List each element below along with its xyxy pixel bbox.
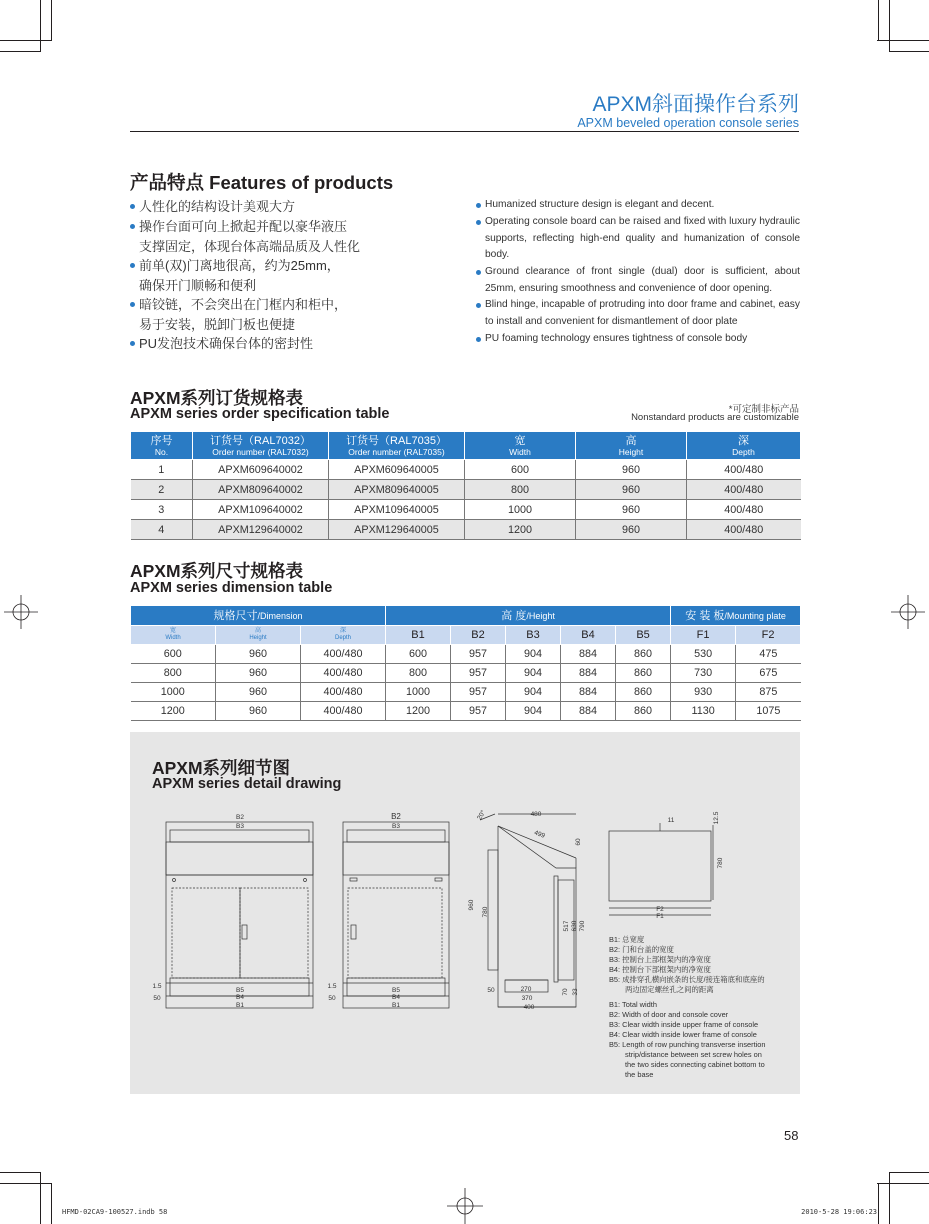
dim-table-title-cn: APXM系列尺寸规格表 [130, 561, 304, 581]
registration-mark [447, 1188, 483, 1224]
table-cell: 960 [216, 683, 301, 702]
table-cell: 3 [131, 500, 193, 520]
label-70: 70 [562, 988, 569, 996]
label-1-5-single: 1.5 [327, 983, 337, 990]
label-b3: B3 [236, 823, 244, 830]
table-cell: 875 [736, 683, 801, 702]
table-cell: 860 [616, 702, 671, 721]
table-cell: APXM109640005 [329, 500, 465, 520]
side-view [480, 814, 576, 1007]
label-12-5: 12.5 [713, 811, 720, 825]
table-cell: 1000 [386, 683, 451, 702]
feature-en-3: Ground clearance of front single (dual) door is sufficient, about 25mm, ensuring smoothness and convenience of door opening. [476, 264, 800, 297]
page-number: 58 [784, 1128, 799, 1143]
label-50-single: 50 [328, 995, 336, 1002]
order-header-depth: 深 Depth [687, 432, 801, 460]
table-cell: 400/480 [301, 683, 386, 702]
label-f2: F2 [656, 906, 664, 913]
header-rule [130, 131, 799, 132]
bullet-icon [476, 220, 481, 225]
registration-mark [4, 595, 38, 629]
table-cell: 957 [451, 683, 506, 702]
table-cell: 800 [465, 480, 576, 500]
table-cell: 600 [131, 645, 216, 664]
table-row [131, 520, 801, 540]
crop-mark [0, 40, 52, 41]
label-270: 270 [520, 986, 532, 993]
table-row [131, 480, 801, 500]
table-cell: 884 [561, 683, 616, 702]
table-cell: 1200 [131, 702, 216, 721]
table-cell: 957 [451, 702, 506, 721]
label-20deg: 20° [476, 809, 488, 822]
feature-en-2: Operating console board can be raised and fixed with luxury hydraulic supports, reflecting high-end quality and humanization of console body. [476, 214, 800, 264]
label-780-plate: 780 [717, 857, 724, 869]
crop-mark [889, 51, 929, 52]
label-b3-single: B3 [392, 823, 400, 830]
crop-mark [0, 1172, 40, 1173]
table-row [131, 702, 801, 721]
label-b2: B2 [236, 814, 244, 821]
table-cell: APXM109640002 [193, 500, 329, 520]
label-370: 370 [521, 995, 533, 1002]
crop-mark [877, 40, 929, 41]
crop-mark [889, 1172, 929, 1173]
feature-cn-2: 操作台面可向上掀起并配以豪华液压 支撑固定，体现台体高端品质及人性化 [139, 217, 360, 256]
table-cell: 1000 [465, 500, 576, 520]
label-517: 517 [563, 920, 570, 932]
table-cell: 1 [131, 460, 193, 480]
detail-title-cn: APXM系列细节图 [152, 758, 291, 778]
label-400: 400 [523, 1004, 535, 1011]
feature-en-4: Blind hinge, incapable of protruding into door frame and cabinet, easy to install and convenient for dismantlement of door plate [476, 297, 800, 330]
dim-col-b1: B1 [386, 626, 451, 645]
table-cell: 860 [616, 645, 671, 664]
table-cell: 730 [671, 664, 736, 683]
order-header-ral7035: 订货号（RAL7035） Order number (RAL7035) [329, 432, 465, 460]
table-cell: 904 [506, 664, 561, 683]
dim-table-title-en: APXM series dimension table [130, 580, 333, 596]
label-b4-single: B4 [392, 994, 400, 1001]
table-cell: 960 [216, 645, 301, 664]
label-790: 790 [579, 920, 586, 932]
table-cell: APXM609640002 [193, 460, 329, 480]
bullet-icon [130, 341, 135, 346]
bullet-icon [476, 270, 481, 275]
table-cell: APXM809640002 [193, 480, 329, 500]
label-50: 50 [153, 995, 161, 1002]
crop-mark [878, 0, 879, 40]
table-cell: 930 [671, 683, 736, 702]
label-b1: B1 [236, 1002, 244, 1009]
table-cell: 400/480 [687, 460, 801, 480]
table-cell: 1000 [131, 683, 216, 702]
label-60: 60 [575, 838, 582, 846]
bullet-icon [130, 302, 135, 307]
label-630: 630 [571, 920, 578, 932]
page-title-en: APXM beveled operation console series [577, 116, 799, 130]
table-cell: 957 [451, 645, 506, 664]
dim-group-height: 高 度/Height [386, 606, 671, 626]
table-cell: 1200 [386, 702, 451, 721]
table-cell: 884 [561, 664, 616, 683]
crop-mark [40, 1172, 41, 1224]
crop-mark [40, 0, 41, 52]
table-cell: 960 [216, 664, 301, 683]
table-cell: 800 [386, 664, 451, 683]
table-cell: 957 [451, 664, 506, 683]
table-cell: 960 [576, 480, 687, 500]
label-b2-single: B2 [391, 812, 401, 821]
crop-mark [889, 1172, 890, 1224]
table-cell: 400/480 [687, 480, 801, 500]
order-header-no: 序号 No. [131, 432, 193, 460]
table-cell: 400/480 [301, 702, 386, 721]
table-cell: 960 [576, 460, 687, 480]
bullet-icon [476, 337, 481, 342]
table-cell: 530 [671, 645, 736, 664]
feature-cn-1: 人性化的结构设计美观大方 [139, 197, 295, 217]
crop-mark [51, 0, 52, 40]
table-cell: APXM129640002 [193, 520, 329, 540]
table-cell: 675 [736, 664, 801, 683]
table-cell: 960 [576, 520, 687, 540]
dim-col-b5: B5 [616, 626, 671, 645]
dim-sub-width: 宽 Width [131, 626, 216, 645]
dim-group-mounting-plate: 安 装 板/Mounting plate [671, 606, 801, 626]
label-11: 11 [667, 817, 675, 824]
registration-mark [891, 595, 925, 629]
feature-en-5: PU foaming technology ensures tightness of console body [476, 331, 800, 348]
order-header-width: 宽 Width [465, 432, 576, 460]
dim-col-b2: B2 [451, 626, 506, 645]
front-view-double-door [166, 822, 313, 1008]
table-cell: 400/480 [301, 645, 386, 664]
table-cell: 960 [576, 500, 687, 520]
crop-mark [0, 51, 40, 52]
table-cell: 904 [506, 645, 561, 664]
bullet-icon [130, 224, 135, 229]
dim-col-b4: B4 [561, 626, 616, 645]
front-view-single-door [343, 822, 449, 1008]
label-50-side: 50 [487, 987, 495, 994]
bullet-icon [476, 203, 481, 208]
table-cell: 400/480 [687, 500, 801, 520]
table-cell: 400/480 [301, 664, 386, 683]
legend-en: B1: Total width B2: Width of door and console cover B3: Clear width inside upper frame of console B4: Clear width inside lower frame of console B5: Length of row punching transverse insertion strip/distance between set screw holes on the two sides connecting cabinet bottom to the base [609, 1000, 766, 1079]
table-cell: 884 [561, 702, 616, 721]
dim-col-b3: B3 [506, 626, 561, 645]
table-cell: APXM609640005 [329, 460, 465, 480]
table-cell: 800 [131, 664, 216, 683]
feature-cn-5: PU发泡技术确保台体的密封性 [139, 334, 313, 354]
crop-mark [51, 1183, 52, 1224]
table-cell: 904 [506, 683, 561, 702]
custom-note-en: Nonstandard products are customizable [631, 412, 799, 423]
legend-cn: B1: 总宽度 B2: 门和台盖的宽度 B3: 控制台上部框架内的净宽度 B4: 控制台下部框架内的净宽度 B5: 成排穿孔横向嵌条的长度/接连箱底和底座的 两边固定螺丝孔之间的距离 [609, 935, 765, 994]
dim-col-f1: F1 [671, 626, 736, 645]
table-cell: 2 [131, 480, 193, 500]
crop-mark [889, 0, 890, 52]
label-b5: B5 [236, 987, 244, 994]
dimension-table [130, 605, 801, 721]
dim-group-dimension: 规格尺寸/Dimension [131, 606, 386, 626]
label-480: 480 [530, 811, 542, 818]
table-row [131, 683, 801, 702]
table-cell: 860 [616, 683, 671, 702]
label-33: 33 [572, 988, 579, 996]
bullet-icon [130, 204, 135, 209]
label-960: 960 [468, 899, 475, 911]
custom-note-cn: *可定制非标产品 [728, 404, 799, 415]
label-b1-single: B1 [392, 1002, 400, 1009]
table-cell: 884 [561, 645, 616, 664]
label-1-5: 1.5 [152, 983, 162, 990]
table-cell: 904 [506, 702, 561, 721]
dim-col-f2: F2 [736, 626, 801, 645]
features-heading: 产品特点 Features of products [130, 172, 394, 193]
table-row [131, 664, 801, 683]
order-table-title-en: APXM series order specification table [130, 406, 390, 422]
order-header-height: 高 Height [576, 432, 687, 460]
table-cell: 400/480 [687, 520, 801, 540]
label-780: 780 [482, 906, 489, 918]
table-row [131, 500, 801, 520]
page-title-cn: APXM斜面操作台系列 [592, 93, 799, 116]
table-cell: 4 [131, 520, 193, 540]
label-b5-single: B5 [392, 987, 400, 994]
footer-file: HFMD-02CA9-100527.indb 58 [62, 1208, 168, 1216]
detail-title-en: APXM series detail drawing [152, 776, 342, 792]
order-spec-table [130, 431, 801, 540]
table-row [131, 460, 801, 480]
crop-mark [878, 1183, 879, 1224]
dim-sub-height: 高 Height [216, 626, 301, 645]
crop-mark [0, 1183, 52, 1184]
bullet-icon [476, 303, 481, 308]
crop-mark [877, 1183, 929, 1184]
table-cell: 475 [736, 645, 801, 664]
table-cell: 860 [616, 664, 671, 683]
table-cell: 600 [386, 645, 451, 664]
table-cell: 960 [216, 702, 301, 721]
label-f1: F1 [656, 913, 664, 920]
footer-timestamp: 2010-5-28 19:06:23 [801, 1208, 877, 1216]
feature-en-1: Humanized structure design is elegant and decent. [476, 197, 800, 214]
label-b4: B4 [236, 994, 244, 1001]
table-cell: 600 [465, 460, 576, 480]
feature-cn-3: 前单(双)门离地很高，约为25mm， 确保开门顺畅和便利 [139, 256, 340, 295]
table-row [131, 645, 801, 664]
table-cell: 1130 [671, 702, 736, 721]
label-499: 499 [533, 829, 546, 840]
mounting-plate-view [609, 823, 713, 915]
order-header-ral7032: 订货号（RAL7032） Order number (RAL7032) [193, 432, 329, 460]
order-table-title-cn: APXM系列订货规格表 [130, 388, 304, 408]
table-cell: APXM809640005 [329, 480, 465, 500]
feature-cn-4: 暗铰链，不会突出在门框内和柜中， 易于安装，脱卸门板也便捷 [139, 295, 347, 334]
table-cell: 1075 [736, 702, 801, 721]
bullet-icon [130, 263, 135, 268]
dim-sub-depth: 深 Depth [301, 626, 386, 645]
table-cell: APXM129640005 [329, 520, 465, 540]
table-cell: 1200 [465, 520, 576, 540]
